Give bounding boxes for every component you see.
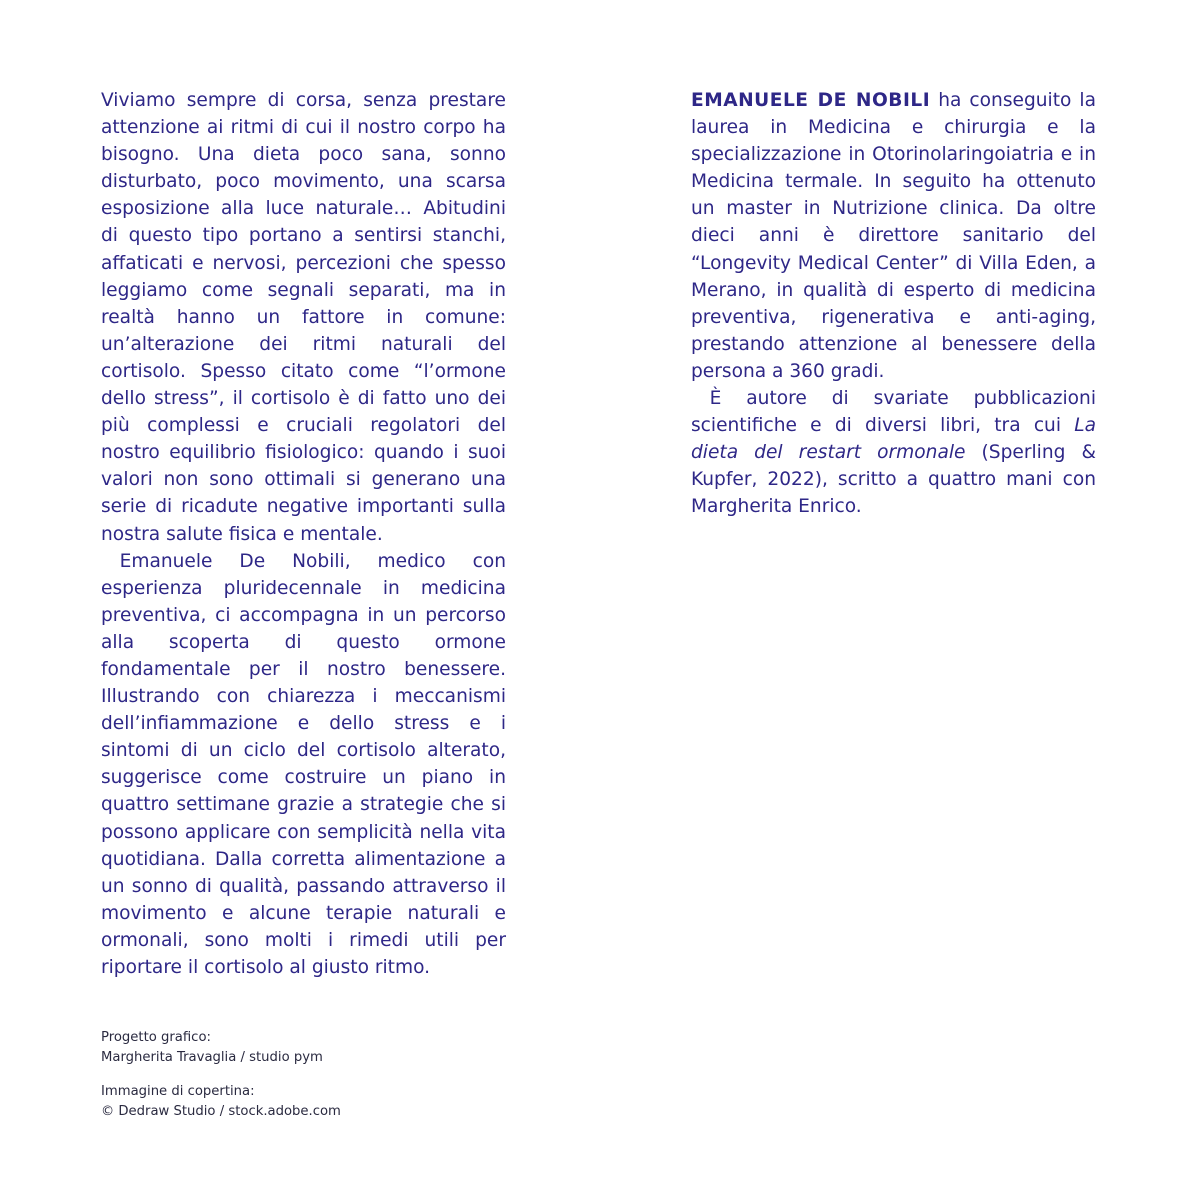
author-bio-paragraph-2 [691, 385, 1096, 520]
blurb-paragraph-2: Emanuele De Nobili, medico con esperienza pluridecennale in medicina preventiva, ci accompagna in un percorso alla scoperta di questo ormone fondamentale per il nostro benessere. Illustrando con chiarezza i meccanismi dell’infiammazione e dello stress e i sintomi di un ciclo del cortisolo alterato, suggerisce come costruire un piano in quattro settimane grazie a strategie che si possono applicare con semplicità nella vita quotidiana. Dalla corretta alimentazione a un sonno di qualità, passando attraverso il movimento e alcune terapie naturali e ormonali, sono molti i rimedi utili per riportare il cortisolo al giusto ritmo. [101, 550, 506, 978]
author-bio-text-1: ha conseguito la laurea in Medicina e chirurgia e la specializzazione in Otorinolaringoiatria e in Medicina termale. In seguito ha ottenuto un master in Nutrizione clinica. Da oltre dieci anni è direttore sanitario del “Longevity Medical Center” di Villa Eden, a Merano, in qualità di esperto di medicina preventiva, rigenerativa e anti-aging, prestando attenzione al benessere della persona a 360 gradi. [691, 90, 1096, 382]
author-bio-paragraph-1 [691, 87, 1096, 385]
author-name: EMANUELE DE NOBILI [691, 90, 931, 111]
design-credit-value: Margherita Travaglia / studio pym [101, 1050, 323, 1065]
author-bio-text-2b: (Sperling & Kupfer, 2022), scritto a quattro mani con Margherita Enrico. [691, 442, 1096, 518]
book-title: La dieta del restart ormonale [691, 415, 1096, 464]
cover-credit-value: © Dedraw Studio / stock.adobe.com [101, 1104, 341, 1119]
cover-credit-label: Immagine di copertina: [101, 1084, 255, 1099]
blurb-paragraph-1: Viviamo sempre di corsa, senza prestare attenzione ai ritmi di cui il nostro corpo ha bisogno. Una dieta poco sana, sonno disturbato, poco movimento, una scarsa esposizione alla luce naturale… Abitudini di questo tipo portano a sentirsi stanchi, affaticati e nervosi, percezioni che spesso leggiamo come segnali separati, ma in realtà hanno un fattore in comune: un’alterazione dei ritmi naturali del cortisolo. Spesso citato come “l’ormone dello stress”, il cortisolo è di fatto uno dei più complessi e cruciali regolatori del nostro equilibrio fisiologico: quando i suoi valori non sono ottimali si generano una serie di ricadute negative importanti sulla nostra salute fisica e mentale. [101, 90, 506, 545]
author-bio-column [691, 87, 1096, 521]
author-bio-text-2a: È autore di svariate pubblicazioni scientifiche e di diversi libri, tra cui [691, 388, 1096, 437]
design-credit [101, 1028, 323, 1068]
blurb-column [101, 87, 506, 981]
design-credit-label: Progetto grafico: [101, 1030, 211, 1045]
cover-image-credit [101, 1082, 341, 1122]
